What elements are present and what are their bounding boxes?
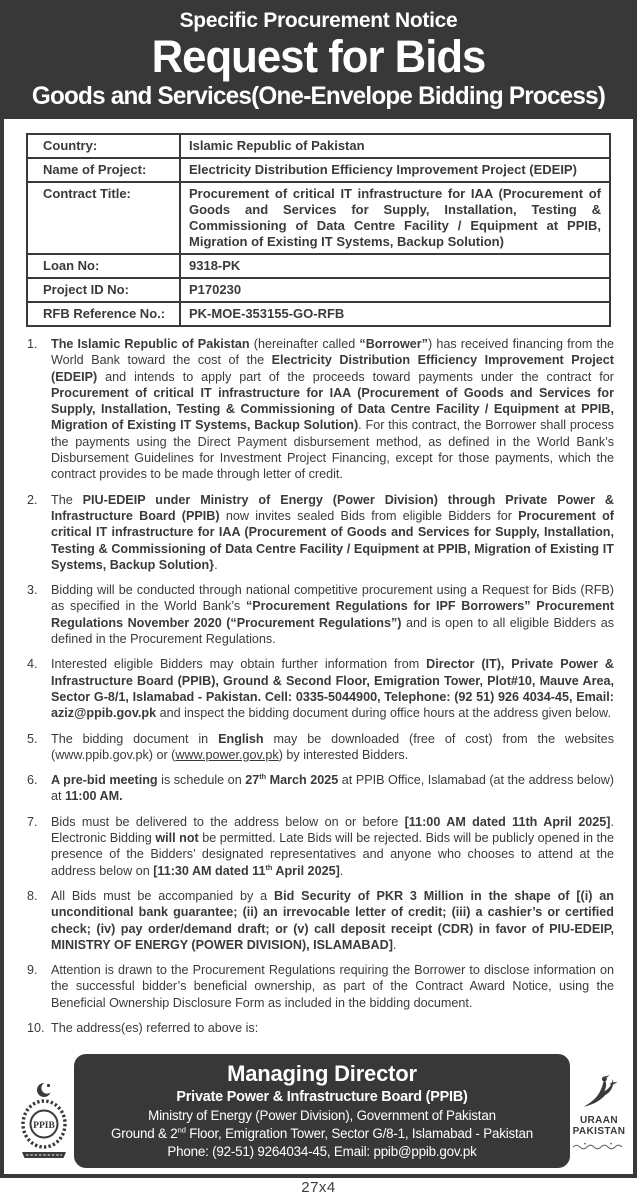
paragraph-number: 4. <box>27 657 38 672</box>
text-segment: now invites sealed Bids from eligible Bidders for <box>219 508 519 523</box>
ppib-monogram: PPIB <box>33 1121 55 1131</box>
info-table-row <box>27 158 610 182</box>
text-segment: Ministry of Energy (Power Division), Government of Pakistan <box>148 1108 496 1123</box>
address-line <box>82 1088 562 1107</box>
text-segment: “Borrower” <box>359 337 428 351</box>
uraan-pakistan-logo <box>568 1074 630 1155</box>
text-segment: Managing Director <box>227 1061 417 1086</box>
address-box <box>74 1054 570 1168</box>
notice-paragraphs <box>4 336 633 1042</box>
notice-paragraph <box>27 888 614 953</box>
info-value: P170230 <box>180 278 610 302</box>
text-segment: th <box>265 862 273 872</box>
paragraph-number: 3. <box>27 583 38 598</box>
text-segment: 11:00 AM. <box>65 789 123 804</box>
info-table-row <box>27 134 610 158</box>
text-segment: Procurement of critical IT infrastructure for IAA (Procurement of Goods and Services for Supply, Installation, Testing & Commissioning of Data Centre Facility / Equipment at PPIB, Migration of Existing IT Systems, Backup Solution) <box>51 385 614 433</box>
uraan-urdu-script-icon <box>571 1142 627 1150</box>
text-segment: and intends to apply part of the proceeds toward payments under the contract for <box>97 369 614 384</box>
info-label: Name of Project: <box>27 158 180 182</box>
address-line <box>82 1143 562 1161</box>
text-segment: . <box>392 937 397 952</box>
text-segment: Interested eligible Bidders may obtain further information from <box>51 657 427 672</box>
text-segment: Bid Security of PKR 3 Million in the shape of [(i) an unconditional bank guarantee; (ii) an irrevocable letter of credit; (iii) a cashier’s or certified check; (iv) pay order/demand draft; or (v) call deposit receipt (CDR) in favor of PIU-EDEIP, MINISTRY OF ENERGY (POWER DIVISION), ISLAMABAD] <box>51 888 614 952</box>
ppib-emblem-logo <box>17 1080 71 1168</box>
text-segment: Procurement of critical IT infrastructure for IAA (Procurement of Goods and Services for Supply, Installation, Testing & Commissioning of Data Centre Facility / Equipment at PPIB, Migration of Existing IT Systems, Backup Solution} <box>51 508 614 572</box>
text-segment: th <box>259 771 267 781</box>
info-label: Loan No: <box>27 254 180 278</box>
text-segment: Bidding will be conducted through national competitive procurement using a Request for Bids (RFB) as specified in the World Bank’s <box>51 583 614 614</box>
paragraph-text <box>51 656 614 721</box>
paragraph-number: 7. <box>27 814 38 829</box>
notice-paragraph <box>27 582 614 647</box>
notice-paragraph <box>27 962 614 1011</box>
paragraph-text <box>51 731 614 764</box>
text-segment: is schedule on <box>157 773 246 788</box>
text-segment: may be downloaded (free of cost) from the websites (www.ppib.gov.pk) or ( <box>51 731 614 762</box>
info-value: Procurement of critical IT infrastructure for IAA (Procurement of Goods and Services for Supply, Installation, Testing & Commissioning of Data Centre Facility / Equipment at PPIB, Migration of Existing IT Systems, Backup Solution) <box>180 182 610 254</box>
text-segment: March 2025 <box>266 773 339 788</box>
address-line <box>82 1107 562 1125</box>
text-segment: Ground & 2 <box>111 1126 178 1141</box>
paragraph-text <box>51 336 614 483</box>
info-table-row <box>27 182 610 254</box>
text-segment: “Procurement Regulations for IPF Borrowers” Procurement Regulations November 2020 (“Procurement Regulations”) <box>51 599 614 630</box>
notice-paragraph <box>27 1020 614 1036</box>
paragraph-number: 2. <box>27 492 38 507</box>
paragraph-number: 6. <box>27 773 38 788</box>
text-segment: English <box>218 731 264 746</box>
paragraph-text <box>51 492 614 573</box>
text-segment: Bids must be delivered to the address below on or before <box>51 814 405 829</box>
text-segment: and is open to all eligible Bidders as defined in the Procurement Regulations. <box>51 615 614 647</box>
text-segment: . <box>339 863 344 878</box>
info-table-row <box>27 278 610 302</box>
paragraph-text <box>51 582 614 647</box>
info-table-row <box>27 302 610 326</box>
notice-header <box>4 4 633 119</box>
paragraph-number: 10. <box>27 1020 45 1035</box>
uraan-logo-line2: PAKISTAN <box>572 1126 626 1137</box>
notice-paragraph <box>27 814 614 879</box>
text-segment: and inspect the bidding document during office hours at the address given below. <box>156 706 611 721</box>
text-segment: [11:00 AM dated 11th April 2025] <box>404 814 611 829</box>
text-segment: Floor, Emigration Tower, Sector G/8-1, Islamabad - Pakistan <box>185 1126 533 1141</box>
info-value: Electricity Distribution Efficiency Improvement Project (EDEIP) <box>180 158 610 182</box>
footer-cluster <box>4 1052 633 1174</box>
notice-kicker: Specific Procurement Notice <box>179 9 458 32</box>
notice-subtitle: Goods and Services(One-Envelope Bidding Process) <box>31 82 606 110</box>
info-label: Project ID No: <box>27 278 180 302</box>
notice-paragraph <box>27 656 614 721</box>
notice-paragraph <box>27 772 614 805</box>
text-segment: The address(es) referred to above is: <box>51 1020 259 1035</box>
page-number-label: 27x4 <box>301 1179 336 1196</box>
text-segment: nd <box>177 1125 186 1135</box>
text-segment: . For this contract, the Borrower shall process the payments using the Direct Payment disbursement method, as defined in the World Bank’s Disbursement Guidelines for Investment Project Financing, except for those payments, which the contract provides to be made through letter of credit. <box>51 418 614 482</box>
paragraph-number: 5. <box>27 731 38 746</box>
text-segment: PIU-EDEIP under Ministry of Energy (Power Division) through Private Power & Infrastructure Board (PPIB) <box>51 492 614 523</box>
paragraph-text <box>51 1020 614 1036</box>
text-segment: . Electronic Bidding <box>51 814 614 846</box>
text-segment: Attention is drawn to the Procurement Regulations requiring the Borrower to disclose information on the successful bidder’s beneficial ownership, as part of the Contract Award Notice, using the Beneficial Ownership Disclosure Form as included in the bidding document. <box>51 963 614 1010</box>
project-info-table-body <box>27 134 610 326</box>
address-line <box>82 1061 562 1087</box>
text-segment: be permitted. Late Bids will be rejected. Bids will be publicly opened in the presence of the Bidders’ designated representatives and anyone who chooses to attend at the address below on <box>51 831 614 878</box>
text-segment: ) has received financing from the World Bank toward the cost of the <box>51 337 614 368</box>
text-segment: will not <box>155 831 199 846</box>
notice-paragraph <box>27 731 614 764</box>
text-segment: [11:30 AM dated 11 <box>153 863 266 878</box>
text-segment: All Bids must be accompanied by a <box>51 888 275 903</box>
ppib-emblem-icon <box>17 1080 71 1168</box>
text-segment: A pre-bid meeting <box>51 773 158 788</box>
address-line <box>82 1125 562 1143</box>
info-value: 9318-PK <box>180 254 610 278</box>
project-info-table <box>26 133 611 327</box>
text-segment: ) by interested Bidders. <box>278 747 409 762</box>
uraan-logo-line1: URAAN <box>579 1115 619 1126</box>
paragraph-text <box>51 888 614 953</box>
text-segment: . <box>214 557 218 572</box>
info-label: Country: <box>27 134 180 158</box>
paragraph-text <box>51 962 614 1011</box>
info-label: RFB Reference No.: <box>27 302 180 326</box>
info-table-row <box>27 254 610 278</box>
paragraph-number: 1. <box>27 337 38 351</box>
text-segment: at PPIB Office, Islamabad (at the address below) at <box>51 773 614 804</box>
paragraph-text <box>51 772 614 805</box>
paragraph-text <box>51 814 614 879</box>
text-segment: Director (IT), Private Power & Infrastructure Board (PPIB), Ground & Second Floor, Emigration Tower, Plot#10, Mauve Area, Sector G-8/1, Islamabad - Pakistan. Cell: 0335-5044900, Telephone: (92 51) 926 4034-45, Email: aziz@ppib.gov.pk <box>51 657 614 721</box>
text-segment: The Islamic Republic of Pakistan <box>51 337 250 351</box>
info-label: Contract Title: <box>27 182 180 254</box>
text-segment: April 2025] <box>272 863 340 878</box>
notice-paragraph <box>27 336 614 483</box>
text-segment: The bidding document in <box>51 731 219 746</box>
notice-title: Request for Bids <box>151 31 486 82</box>
text-segment: The <box>51 492 83 507</box>
info-value: Islamic Republic of Pakistan <box>180 134 610 158</box>
text-segment: Private Power & Infrastructure Board (PPIB) <box>176 1089 468 1105</box>
text-segment: Phone: (92-51) 9264034-45, Email: ppib@ppib.gov.pk <box>167 1144 477 1159</box>
info-value: PK-MOE-353155-GO-RFB <box>180 302 610 326</box>
paragraph-number: 9. <box>27 963 38 978</box>
uraan-bird-icon <box>576 1074 622 1110</box>
text-segment: 27 <box>245 773 260 788</box>
notice-paragraph <box>27 492 614 573</box>
paragraph-number: 8. <box>27 888 38 903</box>
text-segment: Electricity Distribution Efficiency Improvement Project (EDEIP) <box>51 353 614 384</box>
text-segment: (hereinafter called <box>249 337 360 351</box>
text-segment: www.power.gov.pk <box>175 747 279 762</box>
